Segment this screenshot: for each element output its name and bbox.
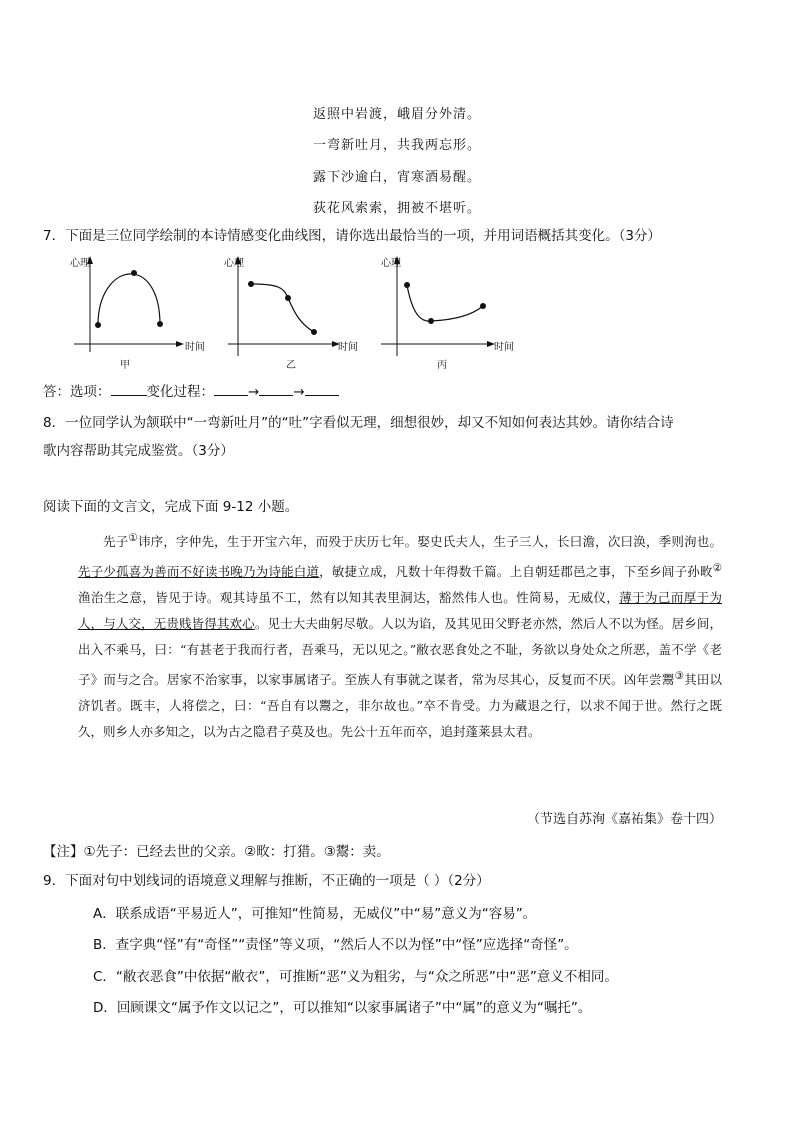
answer-mid: 变化过程：	[146, 384, 214, 400]
underlined-sentence-2: 薄于为己而厚于为人，与人交，无贵贱皆得其欢心	[78, 590, 722, 632]
graph-yi-name: 乙	[286, 360, 296, 371]
graph-bing-name: 丙	[437, 360, 447, 371]
poem-line-3: 露下沙逾白，宵寒酒易醒。	[312, 170, 481, 185]
poem-line-4: 荻花风索索，拥被不堪听。	[312, 201, 481, 216]
graph-jia-xlabel: 时间	[185, 342, 205, 353]
arrow-1: →	[248, 384, 260, 400]
option-a[interactable]: A．联系成语“平易近人”，可推知“性简易，无威仪”中“易”意义为“容易”。	[93, 906, 537, 922]
graph-jia-ylabel: 心理	[70, 258, 90, 269]
passage-text: 讳序，字仲先，生于开宝六年，而殁于庆历七年。娶史氏夫人，生子三人，长曰澹，次曰涣，季则洵也。	[137, 534, 722, 550]
graph-bing-xlabel: 时间	[494, 342, 514, 353]
process-blank-1[interactable]	[214, 383, 248, 396]
passage-text: 渔治生之意，皆见于诗。观其诗虽不工，然有以知其表里洞达，豁然伟人也。性简易，无威仪，	[78, 590, 620, 606]
question-8-line-2: 歌内容帮助其完成鉴赏。（3分）	[43, 443, 234, 459]
note-marker-2: ②	[712, 562, 722, 575]
graph-yi-xlabel: 时间	[338, 342, 358, 353]
graph-bing-ylabel: 心理	[381, 258, 401, 269]
classical-passage	[78, 525, 722, 745]
passage-text: 。见士大夫曲躬尽敬。人以为谄，及其见田父野老亦然，然后人不以为怪。居乡间，出入不乘马，曰：“有甚老于我而行者，吾乘马，无以见之。”敝衣恶食处之不耻，务欲以身处众之所恶，盖不学《老子》而与之合。居家不治家事，以家事属诸子。至族人有事就之谋者，常为尽其心，反复而不厌。凶年尝鬻	[78, 616, 722, 688]
note-marker-1: ①	[128, 532, 138, 544]
passage-text: ，敏捷立成，凡数十年得数千篇。上自朝廷郡邑之事，下至乡闾子孙畋	[319, 564, 713, 580]
graph-yi-ylabel: 心理	[224, 258, 244, 269]
question-7: 7．下面是三位同学绘制的本诗情感变化曲线图，请你选出最恰当的一项，并用词语概括其变化。（3分）	[43, 228, 661, 244]
option-d[interactable]: D．回顾课文“属予作文以记之”，可以推知“以家事属诸子”中“属”的意义为“嘱托”。	[93, 1000, 592, 1016]
process-blank-2[interactable]	[259, 383, 293, 396]
option-blank[interactable]	[111, 383, 147, 396]
note-marker-3: ③	[674, 670, 685, 683]
passage-text: 先子	[103, 534, 129, 550]
graph-bing	[377, 252, 527, 371]
passage-source: （节选自苏洵《嘉祐集》卷十四）	[526, 812, 722, 827]
q7-answer-line	[43, 382, 763, 402]
graph-jia-name: 甲	[120, 360, 130, 371]
answer-prefix: 答：选项：	[43, 384, 111, 400]
poem-line-2: 一弯新吐月，共我两忘形。	[312, 138, 481, 153]
underlined-sentence-1: 先子少孤喜为善而不好读书晚乃为诗能白道	[78, 564, 320, 580]
poem-line-1: 返照中岩渡，峨眉分外清。	[312, 107, 481, 122]
question-9: 9．下面对句中划线词的语境意义理解与推断，不正确的一项是（ ）（2分）	[43, 873, 490, 889]
graph-jia	[70, 252, 210, 371]
arrow-2: →	[293, 384, 305, 400]
annotation-note: 【注】①先子：已经去世的父亲。②畋：打猎。③鬻：卖。	[43, 844, 390, 860]
question-8-line-1: 8．一位同学认为颔联中“一弯新吐月”的“吐”字看似无理，细想很妙，却又不知如何表达其妙。请你结合诗	[43, 415, 674, 431]
process-blank-3[interactable]	[305, 383, 339, 396]
reading-intro: 阅读下面的文言文，完成下面 9-12 小题。	[43, 499, 299, 515]
passage-text: 其田以济饥者。既丰，人将偿之，曰：“吾自有以鬻之，非尔故也。”卒不肯受。力为藏退之行，以求不闻于世。然行之既久，则乡人亦多知之，以为古之隐君子莫及也。先公十五年而卒，追封蓬莱县太君。	[78, 672, 722, 740]
option-b[interactable]: B．查字典“怪”有“奇怪”“责怪”等义项，“然后人不以为怪”中“怪”应选择“奇怪”。	[93, 937, 578, 953]
graph-yi	[224, 252, 364, 371]
option-c[interactable]: C．“敝衣恶食”中依据“敝衣”，可推断“恶”义为粗劣，与“众之所恶”中“恶”意义不相同。	[93, 969, 618, 985]
